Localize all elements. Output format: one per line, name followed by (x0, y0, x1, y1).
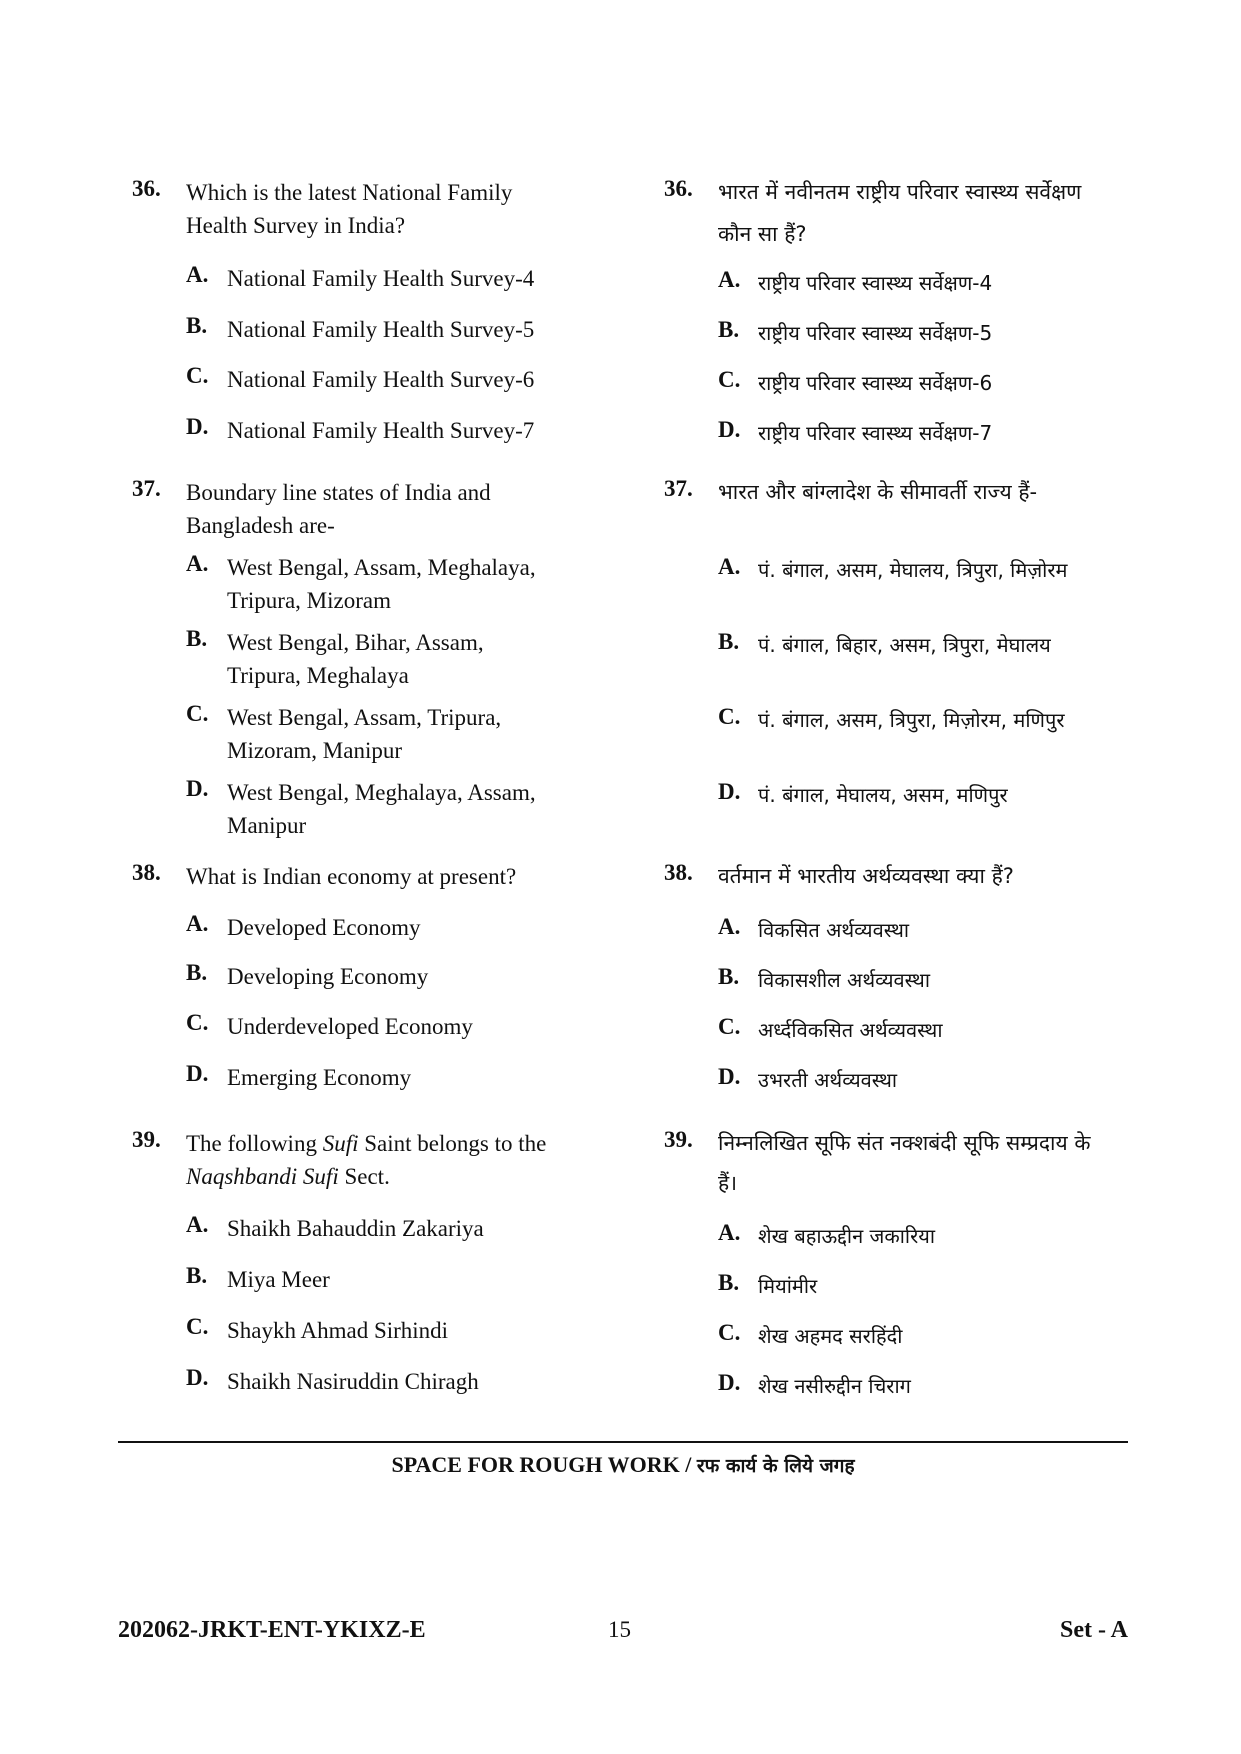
question-number: 38. (132, 860, 161, 885)
question-text: Bangladesh are- (186, 513, 335, 538)
option-text: West Bengal, Assam, Tripura, (227, 705, 502, 730)
question-number: 38. (664, 860, 693, 885)
question-number: 36. (664, 176, 693, 201)
question-text: Which is the latest National Family (186, 180, 513, 205)
option-text: पं. बंगाल, बिहार, असम, त्रिपुरा, मेघालय (758, 633, 1051, 657)
option-letter: B. (186, 626, 208, 651)
option-text: Shaikh Bahauddin Zakariya (227, 1216, 484, 1241)
divider (118, 1441, 1128, 1443)
option-text: मियांमीर (758, 1274, 818, 1298)
option-letter: B. (718, 964, 740, 989)
question-number: 37. (132, 476, 161, 501)
paper-code: 202062-JRKT-ENT-YKIXZ-E (118, 1617, 426, 1643)
question-text: The following Sufi Saint belongs to the (186, 1131, 547, 1156)
question-text: What is Indian economy at present? (186, 864, 517, 889)
option-letter: A. (718, 554, 741, 579)
option-letter: B. (186, 960, 208, 985)
option-letter: C. (718, 704, 741, 729)
option-letter: B. (718, 1270, 740, 1295)
question-text: Health Survey in India? (186, 213, 406, 238)
option-letter: C. (186, 363, 209, 388)
question-text: हैं। (718, 1171, 738, 1195)
set-label: Set - A (1060, 1617, 1128, 1643)
option-text: West Bengal, Assam, Meghalaya, (227, 555, 536, 580)
page-number: 15 (608, 1617, 631, 1642)
option-text: पं. बंगाल, असम, त्रिपुरा, मिज़ोरम, मणिपुर (758, 708, 1065, 732)
option-text: National Family Health Survey-6 (227, 367, 535, 392)
option-text: शेख अहमद सरहिंदी (758, 1324, 903, 1348)
option-text: National Family Health Survey-5 (227, 317, 535, 342)
option-text: पं. बंगाल, मेघालय, असम, मणिपुर (758, 783, 1008, 807)
option-text: उभरती अर्थव्यवस्था (758, 1068, 898, 1092)
option-text: राष्ट्रीय परिवार स्वास्थ्य सर्वेक्षण-6 (758, 371, 993, 395)
option-letter: C. (186, 1314, 209, 1339)
option-letter: C. (718, 367, 741, 392)
option-text: विकासशील अर्थव्यवस्था (758, 968, 931, 992)
rough-work-heading: SPACE FOR ROUGH WORK / रफ कार्य के लिये जगह (391, 1452, 855, 1477)
option-text: पं. बंगाल, असम, मेघालय, त्रिपुरा, मिज़ोरम (758, 558, 1068, 582)
option-text: अर्ध्दविकसित अर्थव्यवस्था (758, 1018, 943, 1042)
option-text: Shaikh Nasiruddin Chiragh (227, 1369, 479, 1394)
option-text: Developing Economy (227, 964, 429, 989)
option-letter: C. (718, 1320, 741, 1345)
option-letter: D. (718, 779, 741, 804)
option-text: राष्ट्रीय परिवार स्वास्थ्य सर्वेक्षण-7 (758, 421, 993, 445)
option-text: National Family Health Survey-4 (227, 266, 535, 291)
option-letter: B. (718, 317, 740, 342)
option-letter: A. (186, 551, 209, 576)
question-text: कौन सा हैं? (718, 222, 807, 246)
option-letter: D. (186, 1365, 209, 1390)
option-letter: D. (186, 776, 209, 801)
option-letter: A. (186, 262, 209, 287)
option-letter: D. (186, 414, 209, 439)
question-text: Naqshbandi Sufi Sect. (186, 1164, 390, 1189)
option-letter: D. (718, 1064, 741, 1089)
option-text: Miya Meer (227, 1267, 330, 1292)
option-text: National Family Health Survey-7 (227, 418, 535, 443)
option-text: West Bengal, Bihar, Assam, (227, 630, 484, 655)
question-text: भारत में नवीनतम राष्ट्रीय परिवार स्वास्थ्य सर्वेक्षण (718, 180, 1082, 204)
option-text: Underdeveloped Economy (227, 1014, 473, 1039)
option-letter: A. (718, 914, 741, 939)
question-text: Boundary line states of India and (186, 480, 491, 505)
option-letter: A. (718, 1220, 741, 1245)
question-text: वर्तमान में भारतीय अर्थव्यवस्था क्या हैं? (718, 864, 1014, 888)
option-letter: B. (718, 629, 740, 654)
option-letter: C. (186, 1010, 209, 1035)
option-letter: B. (186, 1263, 208, 1288)
option-letter: C. (186, 701, 209, 726)
option-text: शेख बहाऊद्दीन जकारिया (758, 1224, 936, 1248)
option-text: West Bengal, Meghalaya, Assam, (227, 780, 536, 805)
option-text: Tripura, Meghalaya (227, 663, 409, 688)
option-text: राष्ट्रीय परिवार स्वास्थ्य सर्वेक्षण-5 (758, 321, 993, 345)
question-text: भारत और बांग्लादेश के सीमावर्ती राज्य हैं- (718, 480, 1038, 504)
question-number: 36. (132, 176, 161, 201)
question-number: 37. (664, 476, 693, 501)
question-text: निम्नलिखित सूफि संत नक्शबंदी सूफि सम्प्रदाय के (718, 1131, 1091, 1155)
option-letter: B. (186, 313, 208, 338)
option-text: Manipur (227, 813, 307, 838)
option-text: राष्ट्रीय परिवार स्वास्थ्य सर्वेक्षण-4 (758, 271, 993, 295)
option-text: Shaykh Ahmad Sirhindi (227, 1318, 449, 1343)
option-letter: D. (718, 1370, 741, 1395)
option-text: Emerging Economy (227, 1065, 412, 1090)
question-number: 39. (664, 1127, 693, 1152)
option-text: Tripura, Mizoram (227, 588, 391, 613)
option-letter: A. (186, 1212, 209, 1237)
option-text: विकसित अर्थव्यवस्था (758, 918, 910, 942)
option-letter: A. (718, 267, 741, 292)
question-number: 39. (132, 1127, 161, 1152)
option-text: Developed Economy (227, 915, 421, 940)
option-text: शेख नसीरुद्दीन चिराग (758, 1374, 911, 1398)
option-letter: D. (186, 1061, 209, 1086)
option-letter: A. (186, 911, 209, 936)
option-letter: D. (718, 417, 741, 442)
option-text: Mizoram, Manipur (227, 738, 403, 763)
option-letter: C. (718, 1014, 741, 1039)
